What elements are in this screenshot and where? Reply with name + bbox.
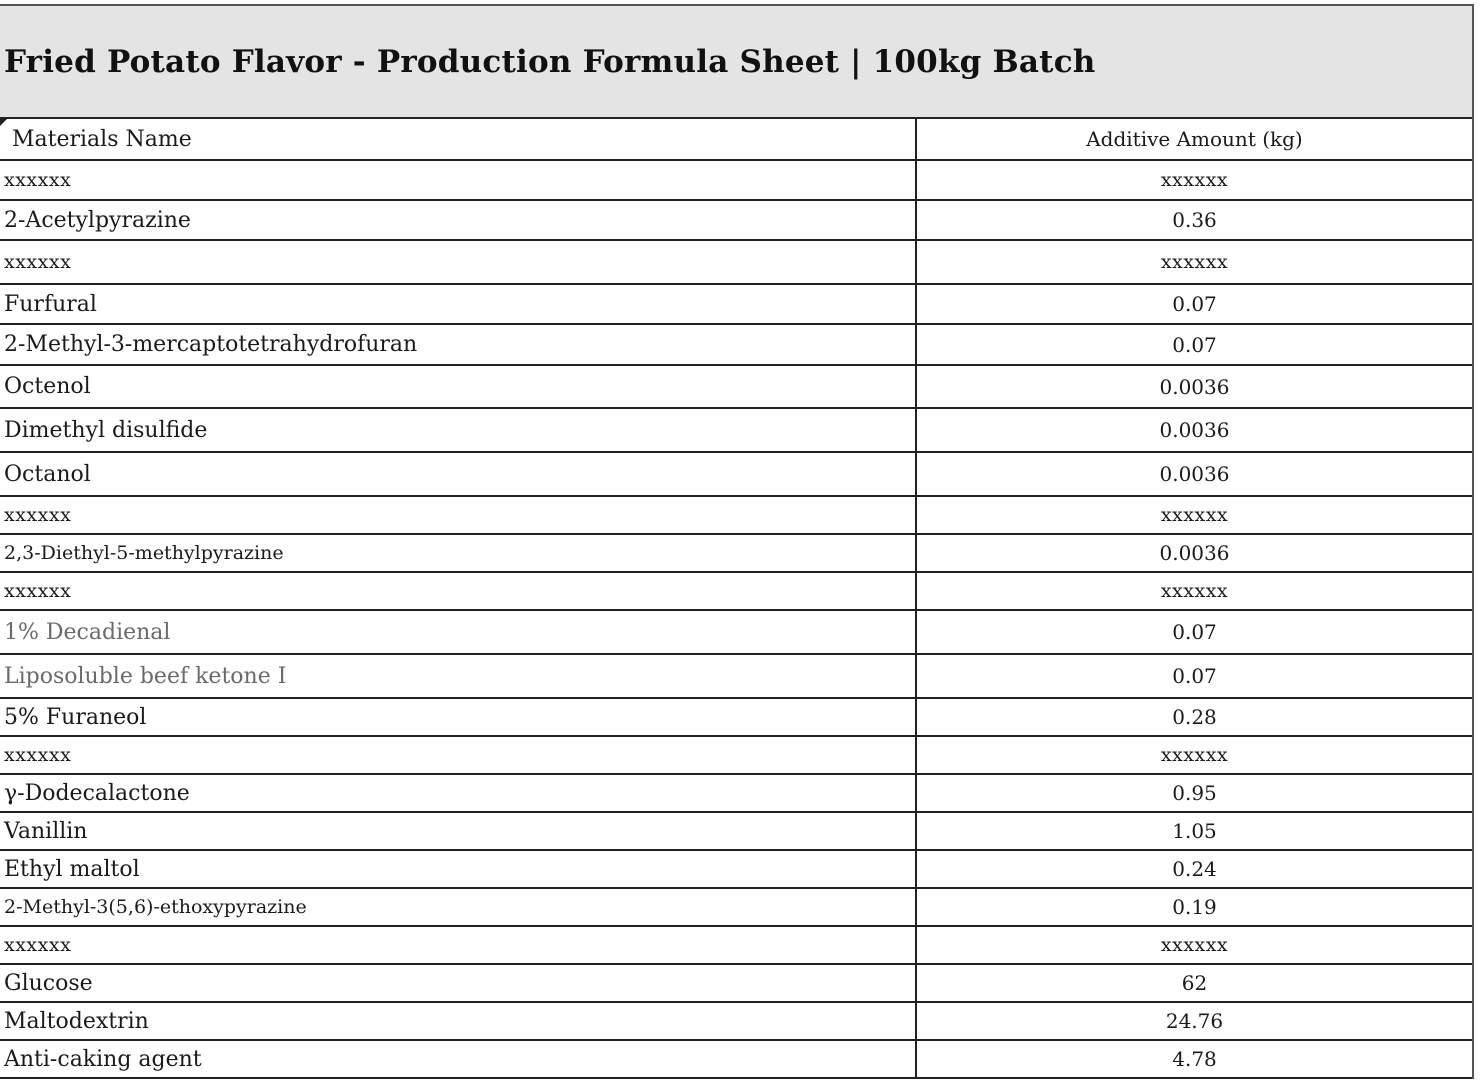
amount-cell[interactable]: 0.36 xyxy=(916,200,1472,240)
formula-sheet xyxy=(0,4,1474,1079)
amount-cell[interactable]: 62 xyxy=(916,964,1472,1002)
material-name-cell[interactable]: xxxxxx xyxy=(0,572,916,610)
amount-cell[interactable]: 0.28 xyxy=(916,698,1472,736)
table-row xyxy=(0,408,1472,452)
amount-cell[interactable]: 0.19 xyxy=(916,888,1472,926)
table-row xyxy=(0,1040,1472,1078)
material-name-cell[interactable]: Dimethyl disulfide xyxy=(0,408,916,452)
cell-corner-marker xyxy=(0,119,7,126)
table-row xyxy=(0,452,1472,496)
table-row xyxy=(0,534,1472,572)
table-row xyxy=(0,365,1472,408)
amount-cell[interactable]: 0.07 xyxy=(916,610,1472,654)
table-row xyxy=(0,1002,1472,1040)
amount-cell[interactable]: 0.07 xyxy=(916,324,1472,365)
amount-cell[interactable]: 1.05 xyxy=(916,812,1472,850)
amount-cell[interactable]: xxxxxx xyxy=(916,240,1472,284)
table-row xyxy=(0,926,1472,964)
table-row xyxy=(0,736,1472,774)
material-name-cell[interactable]: 2,3-Diethyl-5-methylpyrazine xyxy=(0,534,916,572)
amount-cell[interactable]: 0.95 xyxy=(916,774,1472,812)
table-row xyxy=(0,610,1472,654)
amount-cell[interactable]: 0.0036 xyxy=(916,452,1472,496)
table-row xyxy=(0,160,1472,200)
material-name-cell[interactable]: Octanol xyxy=(0,452,916,496)
material-name-cell[interactable]: xxxxxx xyxy=(0,736,916,774)
material-name-cell[interactable]: 2-Methyl-3-mercaptotetrahydrofuran xyxy=(0,324,916,365)
material-name-cell[interactable]: xxxxxx xyxy=(0,160,916,200)
amount-cell[interactable]: xxxxxx xyxy=(916,496,1472,534)
amount-cell[interactable]: xxxxxx xyxy=(916,572,1472,610)
material-name-cell[interactable]: Anti-caking agent xyxy=(0,1040,916,1078)
amount-cell[interactable]: 0.0036 xyxy=(916,534,1472,572)
table-row xyxy=(0,850,1472,888)
table-row xyxy=(0,888,1472,926)
table-row xyxy=(0,496,1472,534)
table-row xyxy=(0,284,1472,324)
material-name-cell[interactable]: 5% Furaneol xyxy=(0,698,916,736)
table-row xyxy=(0,812,1472,850)
material-name-cell[interactable]: xxxxxx xyxy=(0,240,916,284)
material-name-cell[interactable]: 1% Decadienal xyxy=(0,610,916,654)
column-header-additive-amount[interactable]: Additive Amount (kg) xyxy=(916,119,1472,160)
table-body xyxy=(0,160,1472,1078)
header-row xyxy=(0,119,1472,160)
table-row xyxy=(0,240,1472,284)
table-row xyxy=(0,654,1472,698)
amount-cell[interactable]: 0.07 xyxy=(916,284,1472,324)
title-bar xyxy=(0,6,1472,119)
amount-cell[interactable]: 4.78 xyxy=(916,1040,1472,1078)
amount-cell[interactable]: 0.0036 xyxy=(916,408,1472,452)
amount-cell[interactable]: 0.0036 xyxy=(916,365,1472,408)
table-row xyxy=(0,774,1472,812)
amount-cell[interactable]: 0.24 xyxy=(916,850,1472,888)
material-name-cell[interactable]: Octenol xyxy=(0,365,916,408)
material-name-cell[interactable]: xxxxxx xyxy=(0,926,916,964)
table-row xyxy=(0,964,1472,1002)
amount-cell[interactable]: 24.76 xyxy=(916,1002,1472,1040)
material-name-cell[interactable]: Vanillin xyxy=(0,812,916,850)
amount-cell[interactable]: 0.07 xyxy=(916,654,1472,698)
amount-cell[interactable]: xxxxxx xyxy=(916,160,1472,200)
column-header-materials-name[interactable]: Materials Name xyxy=(0,119,916,160)
sheet-title: Fried Potato Flavor - Production Formula Sheet | 100kg Batch xyxy=(4,44,1096,80)
amount-cell[interactable]: xxxxxx xyxy=(916,736,1472,774)
table-row xyxy=(0,572,1472,610)
material-name-cell[interactable]: Glucose xyxy=(0,964,916,1002)
material-name-cell[interactable]: Furfural xyxy=(0,284,916,324)
table-row xyxy=(0,698,1472,736)
amount-cell[interactable]: xxxxxx xyxy=(916,926,1472,964)
material-name-cell[interactable]: xxxxxx xyxy=(0,496,916,534)
material-name-cell[interactable]: 2-Methyl-3(5,6)-ethoxypyrazine xyxy=(0,888,916,926)
table-row xyxy=(0,200,1472,240)
formula-table xyxy=(0,119,1472,1079)
material-name-cell[interactable]: Maltodextrin xyxy=(0,1002,916,1040)
material-name-cell[interactable]: Ethyl maltol xyxy=(0,850,916,888)
table-row xyxy=(0,324,1472,365)
material-name-cell[interactable]: 2-Acetylpyrazine xyxy=(0,200,916,240)
material-name-cell[interactable]: Liposoluble beef ketone I xyxy=(0,654,916,698)
material-name-cell[interactable]: γ-Dodecalactone xyxy=(0,774,916,812)
